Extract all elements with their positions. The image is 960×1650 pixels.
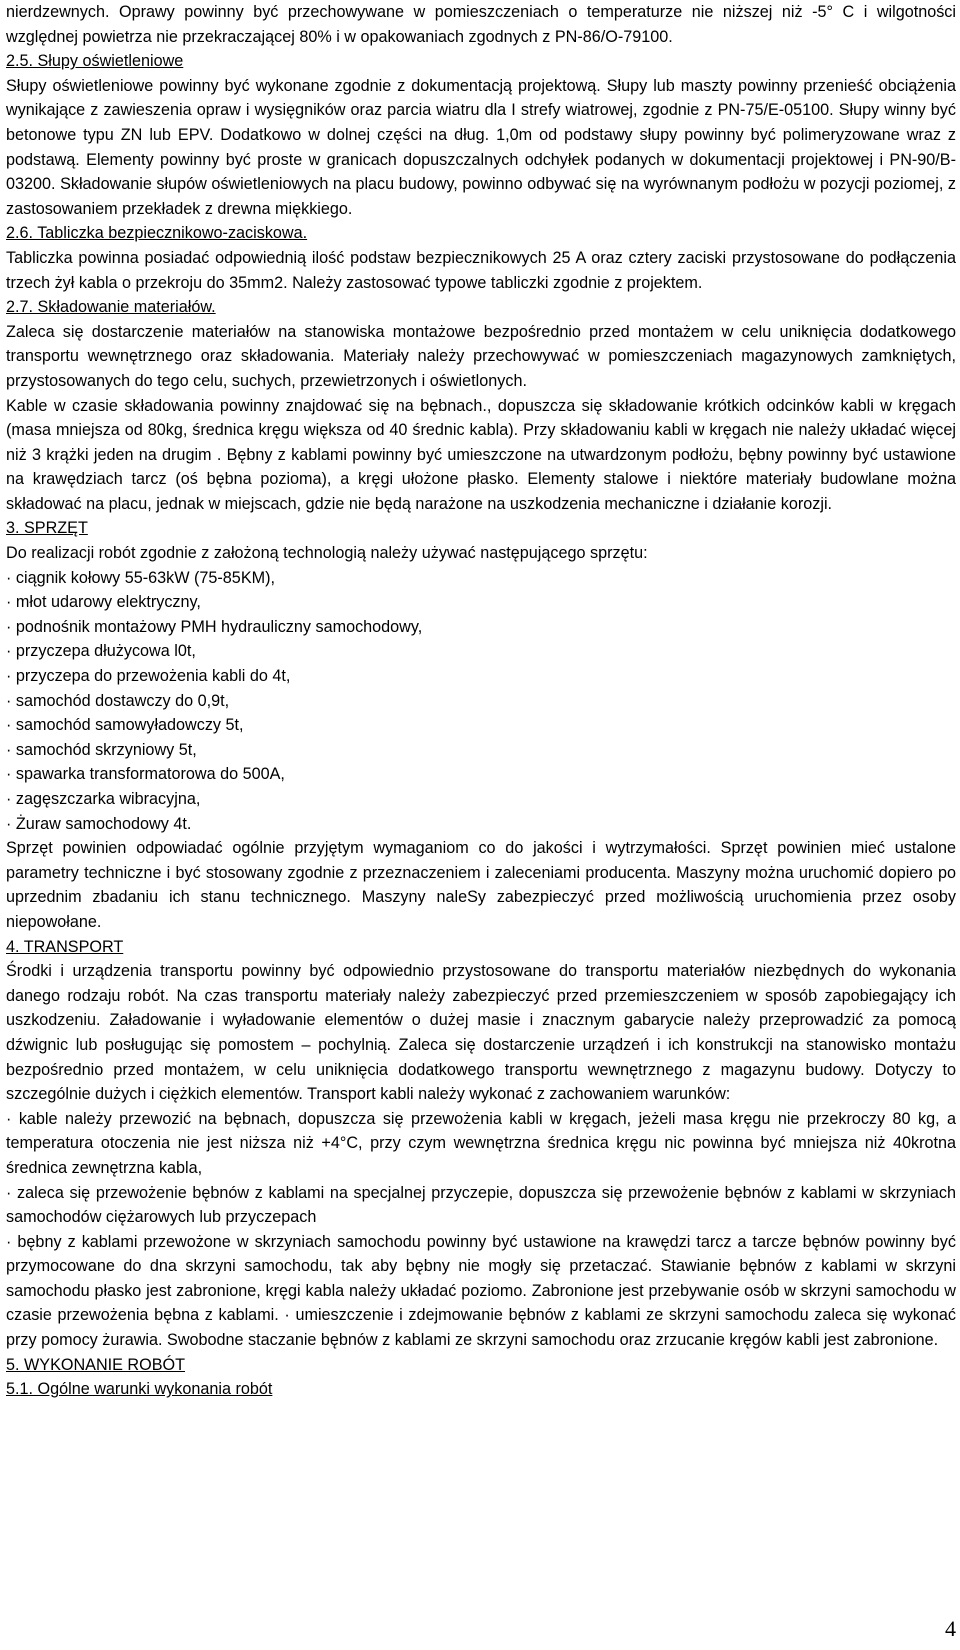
heading-4: 4. TRANSPORT: [6, 937, 124, 956]
paragraph-2-7-b: Kable w czasie składowania powinny znajdować się na bębnach., dopuszcza się składowanie krótkich odcinków kabli w kręgach (masa mniejsza od 80kg, średnica kręgu większa od 40 średnic kabla). Przy składowaniu kabli w kręgach nie należy układać więcej niż 3 krążki jeden na drugim . Bębny z kablami powinny być umieszczone na utwardzonym podłożu, bębny powinny być ustawione na krawędziach tarcz (oś bębna pozioma), a kręgi ułożone płasko. Elementy stalowe i niektóre materiały budowlane można składować na placu, jednak w miejscach, gdzie nie będą narażone na uszkodzenia mechaniczne i działanie korozji.: [6, 396, 956, 513]
list-item: · młot udarowy elektryczny,: [6, 593, 201, 612]
list-item: · spawarka transformatorowa do 500A,: [6, 765, 285, 784]
paragraph-opening: nierdzewnych. Oprawy powinny być przechowywane w pomieszczeniach o temperaturze nie niższej niż -5° C i wilgotności względnej powietrza nie przekraczającej 80% i w opakowaniach zgodnych z PN-86/O-79100.: [6, 3, 956, 46]
list-item: · przyczepa dłużycowa l0t,: [6, 642, 196, 661]
paragraph-3-outro: Sprzęt powinien odpowiadać ogólnie przyjętym wymaganiom co do jakości i wytrzymałości. Sprzęt powinien mieć ustalone parametry techniczne i być stosowany zgodnie z przeznaczeniem i zaleceniami producenta. Maszyny można uruchomić dopiero po uprzednim zbadaniu ich stanu technicznego. Maszyny naleSy zabezpieczyć przed możliwością uruchomienia przez osoby niepowołane.: [6, 839, 956, 931]
page-number: 4: [945, 1616, 956, 1641]
list-item: · samochód dostawczy do 0,9t,: [6, 691, 230, 710]
heading-2-6: 2.6. Tabliczka bezpiecznikowo-zaciskowa.: [6, 224, 308, 243]
heading-2-7: 2.7. Składowanie materiałów.: [6, 298, 216, 317]
heading-2-5: 2.5. Słupy oświetleniowe: [6, 52, 184, 71]
paragraph-4-b: · kable należy przewozić na bębnach, dopuszcza się przewożenia kabli w kręgach, jeżeli masa kręgu nie przekroczy 80 kg, a temperatura otoczenia nie jest niższa niż +4°C, przy czym wewnętrzna średnica kręgu nic powinna być mniejsza niż 40krotna średnica zewnętrzna kabla,: [6, 1109, 956, 1177]
paragraph-3-intro: Do realizacji robót zgodnie z założoną technologią należy używać następującego sprzętu:: [6, 544, 648, 563]
equipment-list: [6, 566, 956, 837]
paragraph-4-c: · zaleca się przewożenie bębnów z kablami na specjalnej przyczepie, dopuszcza się przewożenie bębnów z kablami w skrzyniach samochodów ciężarowych lub przyczepach: [6, 1183, 956, 1227]
list-item: · Żuraw samochodowy 4t.: [6, 814, 192, 833]
list-item: · samochód samowyładowczy 5t,: [6, 716, 244, 735]
heading-5-1: 5.1. Ogólne warunki wykonania robót: [6, 1380, 273, 1399]
heading-5: 5. WYKONANIE ROBÓT: [6, 1355, 185, 1374]
list-item: · samochód skrzyniowy 5t,: [6, 740, 197, 759]
paragraph-2-7-a: Zaleca się dostarczenie materiałów na stanowiska montażowe bezpośrednio przed montażem w celu uniknięcia dodatkowego transportu wewnętrznego oraz składowania. Materiały należy przechowywać w pomieszczeniach magazynowych zamkniętych, przystosowanych do tego celu, suchych, przewietrzonych i oświetlonych.: [6, 322, 956, 390]
paragraph-2-5: Słupy oświetleniowe powinny być wykonane zgodnie z dokumentacją projektową. Słupy lub maszty powinny przenieść obciążenia wynikające z zawieszenia opraw i wysięgników oraz parcia wiatru dla I strefy wiatrowej, zgodnie z PN-75/E-05100. Słupy winny być betonowe typu ZN lub EPV. Dodatkowo w dolnej części na dług. 1,0m od podstawy słupy powinny być polimeryzowane wraz z podstawą. Elementy powinny być proste w granicach dopuszczalnych odchyłek podanych w dokumentacji projektowej i PN-90/B-03200. Składowanie słupów oświetleniowych na placu budowy, powinno odbywać się na wyrównanym podłożu w pozycji poziomej, z zastosowaniem przekładek z drewna miękkiego.: [6, 76, 956, 218]
paragraph-2-6: Tabliczka powinna posiadać odpowiednią ilość podstaw bezpiecznikowych 25 A oraz cztery zaciski przystosowane do podłączenia trzech żył kabla o przekroju do 35mm2. Należy zastosować typowe tabliczki zgodnie z projektem.: [6, 248, 956, 292]
heading-3: 3. SPRZĘT: [6, 519, 88, 538]
document-page: [6, 0, 956, 1402]
list-item: · podnośnik montażowy PMH hydrauliczny samochodowy,: [6, 617, 423, 636]
list-item: · ciągnik kołowy 55-63kW (75-85KM),: [6, 568, 275, 587]
list-item: · zagęszczarka wibracyjna,: [6, 790, 201, 808]
paragraph-4-d: · bębny z kablami przewożone w skrzyniach samochodu powinny być ustawione na krawędzi tarcz a tarcze bębnów powinny być przymocowane do dna skrzyni samochodu, tak aby bębny nie mogły się przetaczać. Stawianie bębnów z kablami w skrzyni samochodu płasko jest zabronione, kręgi kabla należy układać poziomo. Zabronione jest przebywanie osób w skrzyni samochodu w czasie przewożenia bębna z kablami. · umieszczenie i zdejmowanie bębnów z kablami ze skrzyni samochodu zaleca się wykonać przy pomocy żurawia. Swobodne staczanie bębnów z kablami ze skrzyni samochodu oraz zrzucanie kręgów kabli jest zabronione.: [6, 1232, 956, 1350]
paragraph-4-a: Środki i urządzenia transportu powinny być odpowiednio przystosowane do transportu materiałów niezbędnych do wykonania danego rodzaju robót. Na czas transportu materiały należy zabezpieczyć przed przemieszczeniem w sposób zapobiegający ich uszkodzeniu. Załadowanie i wyładowanie elementów o dużej masie i znacznym gabarycie należy przeprowadzić za pomocą dźwignic lub posługując się pomostem – pochylnią. Zaleca się dostarczenie urządzeń i ich konstrukcji na stanowisko montażu bezpośrednio przed montażem, w celu uniknięcia dodatkowego transportu wewnętrznego z magazynu budowy. Dotyczy to szczególnie dużych i ciężkich elementów. Transport kabli należy wykonać z zachowaniem warunków:: [6, 962, 956, 1104]
list-item: · przyczepa do przewożenia kabli do 4t,: [6, 667, 291, 686]
